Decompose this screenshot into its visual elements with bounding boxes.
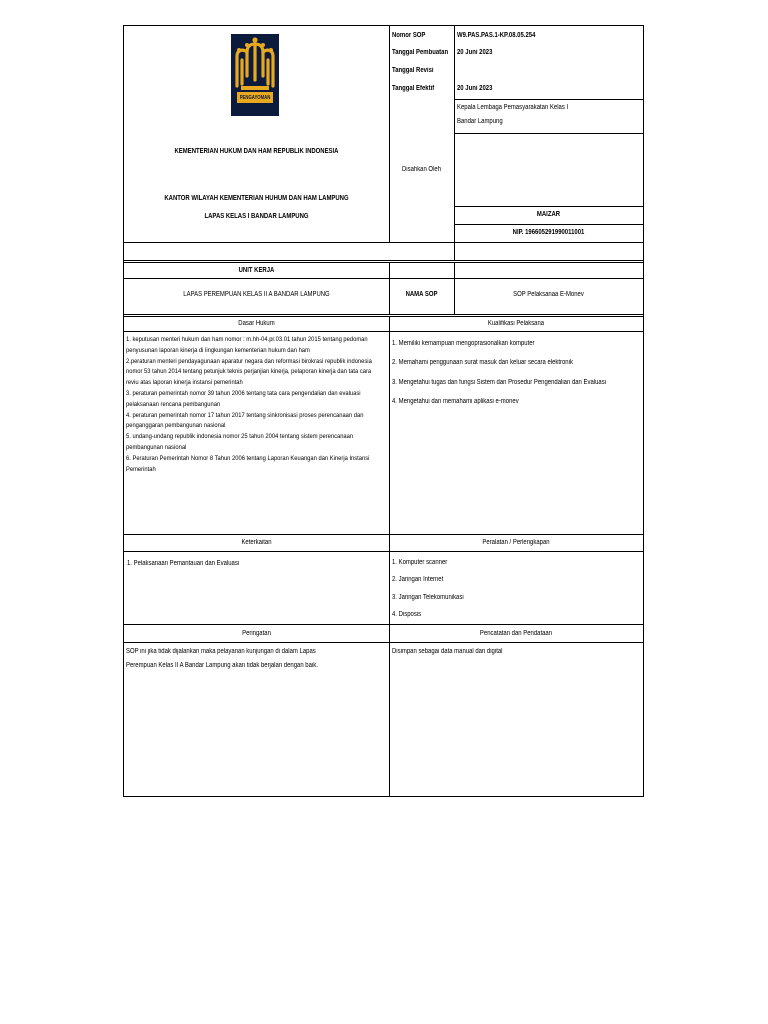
peringatan-line: SOP ini jika tidak dijalankan maka pelayanan kunjungan di dalam Lapas	[126, 648, 316, 655]
peralatan-item: 3. Jaringan Telekomunikasi	[392, 594, 464, 601]
peringatan-title: Peringatan	[242, 630, 271, 637]
dasar-hukum-line: reviu atas laporan kinerja instansi pemerintah	[126, 379, 243, 387]
dasar-hukum-line: pembangunan nasional	[126, 443, 187, 451]
field-value-efektif: 20 Juni 2023	[457, 85, 493, 92]
field-label-nomor: Nomor SOP	[392, 32, 426, 39]
field-value-pembuatan: 20 Juni 2023	[457, 49, 493, 56]
dasar-hukum-line: pelaksanaan rencana pembangunan	[126, 400, 221, 408]
unit-kerja-label: UNIT KERJA	[238, 267, 275, 274]
kualifikasi-title: Kualifikasi Pelaksana	[487, 320, 545, 327]
approver-title-line-1: Kepala Lembaga Pemasyarakatan Kelas I	[457, 104, 569, 111]
approver-name: MAIZAR	[536, 211, 561, 218]
unit-name: LAPAS KELAS I BANDAR LAMPUNG	[204, 213, 309, 220]
dasar-hukum-list	[126, 335, 372, 475]
peralatan-item: 4. Disposis	[392, 611, 422, 618]
dasar-hukum-title: Dasar Hukum	[238, 320, 275, 327]
dasar-hukum-line: penganggaran pembangunan nasional	[126, 422, 226, 430]
pengayoman-emblem-icon	[231, 34, 279, 116]
dasar-hukum-line: 2.peraturan menteri pendayagunaan aparatur negara dan reformasi birokrasi republik indonesia	[126, 357, 372, 365]
nama-sop-label: NAMA SOP	[405, 291, 438, 298]
logo-text: PENGAYOMAN	[239, 95, 271, 101]
kualifikasi-item: 1. Memiliki kemampuan mengoprasionalkan komputer	[392, 340, 535, 347]
nama-sop-value: SOP Pelaksanaa E-Monev	[513, 291, 584, 298]
dasar-hukum-line: 6. Peraturan Pemerintah Nomor 8 Tahun 2006 tentang Laporan Keuangan dan Kinerja Instansi	[126, 454, 370, 462]
unit-kerja-value: LAPAS PEREMPUAN KELAS II A BANDAR LAMPUNG	[183, 291, 330, 298]
dasar-hukum-line: 4. peraturan pemerintah nomor 17 tahun 2017 tentang sinkronisasi proses perencanaan dan	[126, 411, 364, 419]
dasar-hukum-line: nomor 53 tahun 2014 tentang petunjuk teknis perjanjian kinerja, pelaporan kinerja dan tata cara	[126, 368, 372, 376]
field-label-revisi: Tanggal Revisi	[392, 67, 434, 74]
peralatan-item: 2. Jaringan Internet	[392, 576, 444, 583]
field-label-pembuatan: Tanggal Pembuatan	[392, 49, 449, 56]
keterkaitan-title: Keterkaitan	[241, 539, 272, 546]
sop-document	[123, 25, 644, 797]
pencatatan-value: Disimpan sebagai data manual dan digital	[392, 648, 503, 655]
ministry-name: KEMENTERIAN HUKUM DAN HAM REPUBLIK INDONESIA	[174, 148, 339, 155]
disahkan-label: Disahkan Oleh	[401, 166, 442, 173]
dasar-hukum-line: penyusunan laporan kinerja di lingkungan kementerian hukum dan ham	[126, 346, 310, 354]
dasar-hukum-line: Pemerintah	[126, 465, 156, 473]
dasar-hukum-line: 5. undang-undang republik indonesia nomor 25 tahun 2004 tentang sistem perencanaan	[126, 433, 354, 441]
kualifikasi-item: 4. Mengetahui dan memahami aplikasi e-monev	[392, 398, 519, 405]
field-value-nomor: W9.PAS.PAS.1-KP.08.05.254	[457, 32, 536, 39]
field-label-efektif: Tanggal Efektif	[392, 85, 435, 92]
keterkaitan-item: 1. Pelaksanaan Pemantauan dan Evaluasi	[127, 560, 240, 567]
dasar-hukum-line: 3. peraturan pemerintah nomor 39 tahun 2006 tentang tata cara pengendalian dan evaluasi	[126, 389, 361, 397]
peralatan-item: 1. Komputer scanner	[392, 559, 448, 566]
approver-nip: NIP. 196605291990011001	[512, 229, 585, 236]
peringatan-line: Perempuan Kelas II A Bandar Lampung akan tidak berjalan dengan baik.	[126, 662, 318, 669]
pengayoman-logo	[231, 34, 279, 116]
kualifikasi-item: 2. Memahami penggunaan surat masuk dan keluar secara elektronik	[392, 359, 573, 366]
peralatan-title: Peralatan / Perlengkapan	[482, 539, 550, 546]
dasar-hukum-line: 1. keputusan menteri hukum dan ham nomor : m.hh-04.pr.03.01 tahun 2015 tentang pedoman	[126, 336, 368, 343]
office-name: KANTOR WILAYAH KEMENTERIAN HUHUM DAN HAM LAMPUNG	[164, 195, 349, 202]
pencatatan-title: Pencatatan dan Pendataan	[479, 630, 553, 637]
approver-title-line-2: Bandar Lampung	[457, 118, 503, 125]
kualifikasi-item: 3. Mengetahui tugas dan fungsi Sistem dan Prosedur Pengendalian dan Evaluasi	[392, 379, 607, 386]
